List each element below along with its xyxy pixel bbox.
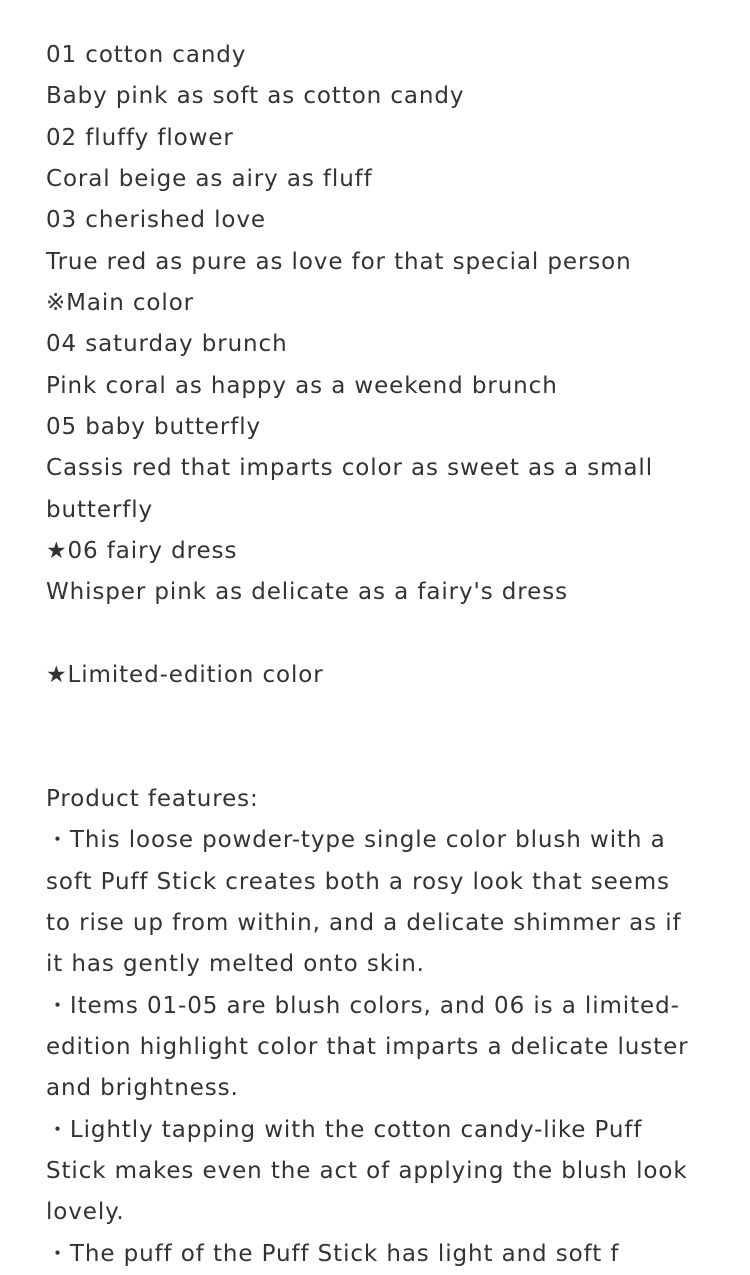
feature-bullet: ・The puff of the Puff Stick has light and soft f: [46, 1240, 620, 1267]
color-desc-05: Cassis red that imparts color as sweet as a small butterfly: [46, 455, 654, 523]
color-desc-03: True red as pure as love for that special person: [46, 248, 632, 275]
feature-bullet: ・Items 01-05 are blush colors, and 06 is a limited-edition highlight color that imparts a delicate luster and brightness.: [46, 992, 689, 1102]
color-name-03: 03 cherished love: [46, 207, 266, 234]
color-name-02: 02 fluffy flower: [46, 124, 234, 151]
color-desc-01: Baby pink as soft as cotton candy: [46, 83, 465, 110]
color-name-05: 05 baby butterfly: [46, 413, 262, 440]
color-name-04: 04 saturday brunch: [46, 331, 288, 358]
color-name-06: ★06 fairy dress: [46, 537, 238, 564]
color-desc-02: Coral beige as airy as fluff: [46, 165, 373, 192]
feature-bullet: ・Lightly tapping with the cotton candy-like Puff Stick makes even the act of applying the blush look lovely.: [46, 1116, 688, 1226]
features-heading: Product features:: [46, 785, 259, 812]
feature-bullet: ・This loose powder-type single color blush with a soft Puff Stick creates both a rosy look that seems to rise up from within, and a delicate shimmer as if it has gently melted onto skin.: [46, 827, 682, 978]
color-note-03: ※Main color: [46, 289, 195, 316]
color-desc-04: Pink coral as happy as a weekend brunch: [46, 372, 558, 399]
color-name-01: 01 cotton candy: [46, 42, 247, 68]
product-description: [46, 35, 706, 1275]
limited-edition-note: ★Limited-edition color: [46, 661, 324, 688]
color-desc-06: Whisper pink as delicate as a fairy's dress: [46, 579, 568, 606]
spacer: [46, 738, 706, 779]
spacer: [46, 614, 706, 655]
spacer: [46, 696, 706, 737]
